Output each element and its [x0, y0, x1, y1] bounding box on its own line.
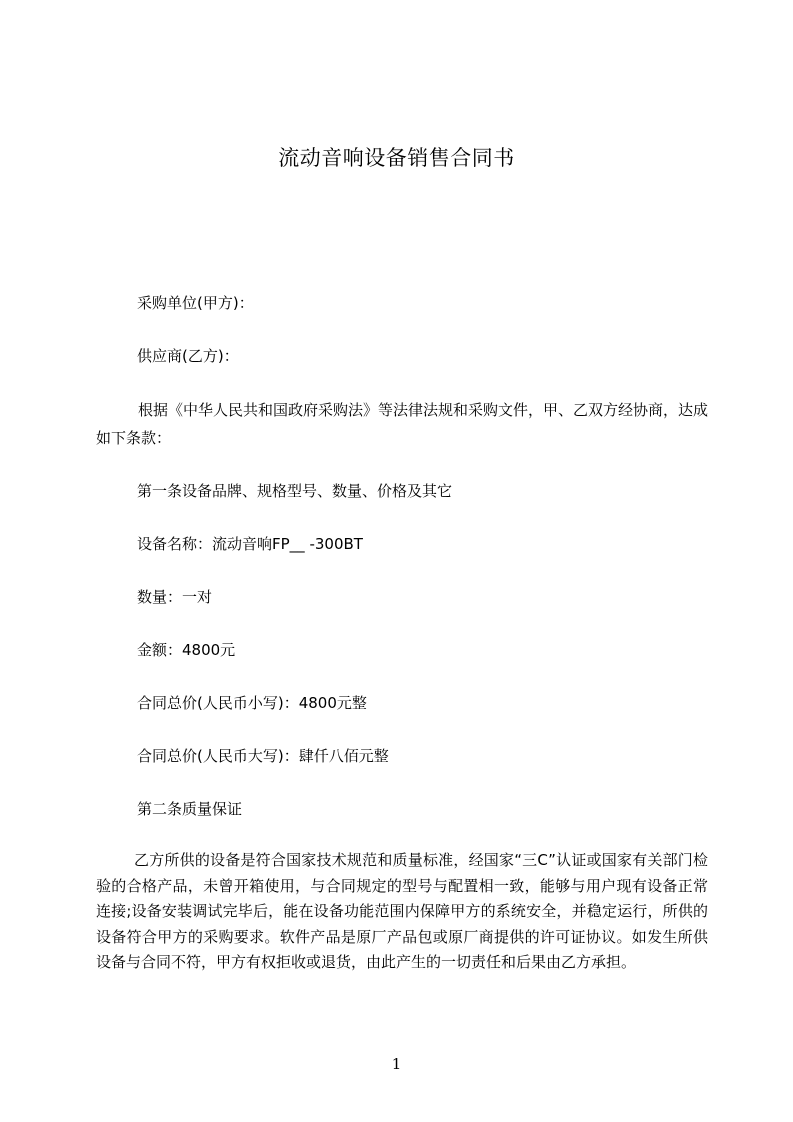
device-name-line: 设备名称：流动音响FP__ -300BT: [137, 535, 363, 553]
amount-line: 金额：4800元: [137, 641, 236, 659]
article2-heading: 第二条质量保证: [137, 800, 243, 818]
quantity-line: 数量：一对: [137, 588, 213, 606]
total-lower-line: 合同总价(人民币小写)：4800元整: [137, 694, 367, 712]
total-upper-line: 合同总价(人民币大写)：肆仟八佰元整: [137, 747, 389, 765]
buyer-label: 采购单位(甲方)：: [137, 294, 254, 312]
quality-paragraph: 乙方所供的设备是符合国家技术规范和质量标准，经国家“三C”认证或国家有关部门检验的合格产品，未曾开箱使用，与合同规定的型号与配置相一致，能够与用户现有设备正常连接;设备安装调试完毕后，能在设备功能范围内保障甲方的系统安全，并稳定运行，所供的设备符合甲方的采购要求。软件产品是原厂产品包或原厂商提供的许可证协议。如发生所供设备与合同不符，甲方有权拒收或退货，由此产生的一切责任和后果由乙方承担。: [96, 851, 708, 971]
intro-paragraph: 根据《中华人民共和国政府采购法》等法律法规和采购文件，甲、乙双方经协商，达成如下条款：: [96, 401, 709, 447]
contract-title: 流动音响设备销售合同书: [278, 146, 515, 170]
article1-heading: 第一条设备品牌、规格型号、数量、价格及其它: [137, 482, 453, 500]
page-number: 1: [391, 1055, 402, 1073]
supplier-label: 供应商(乙方)：: [137, 347, 239, 365]
